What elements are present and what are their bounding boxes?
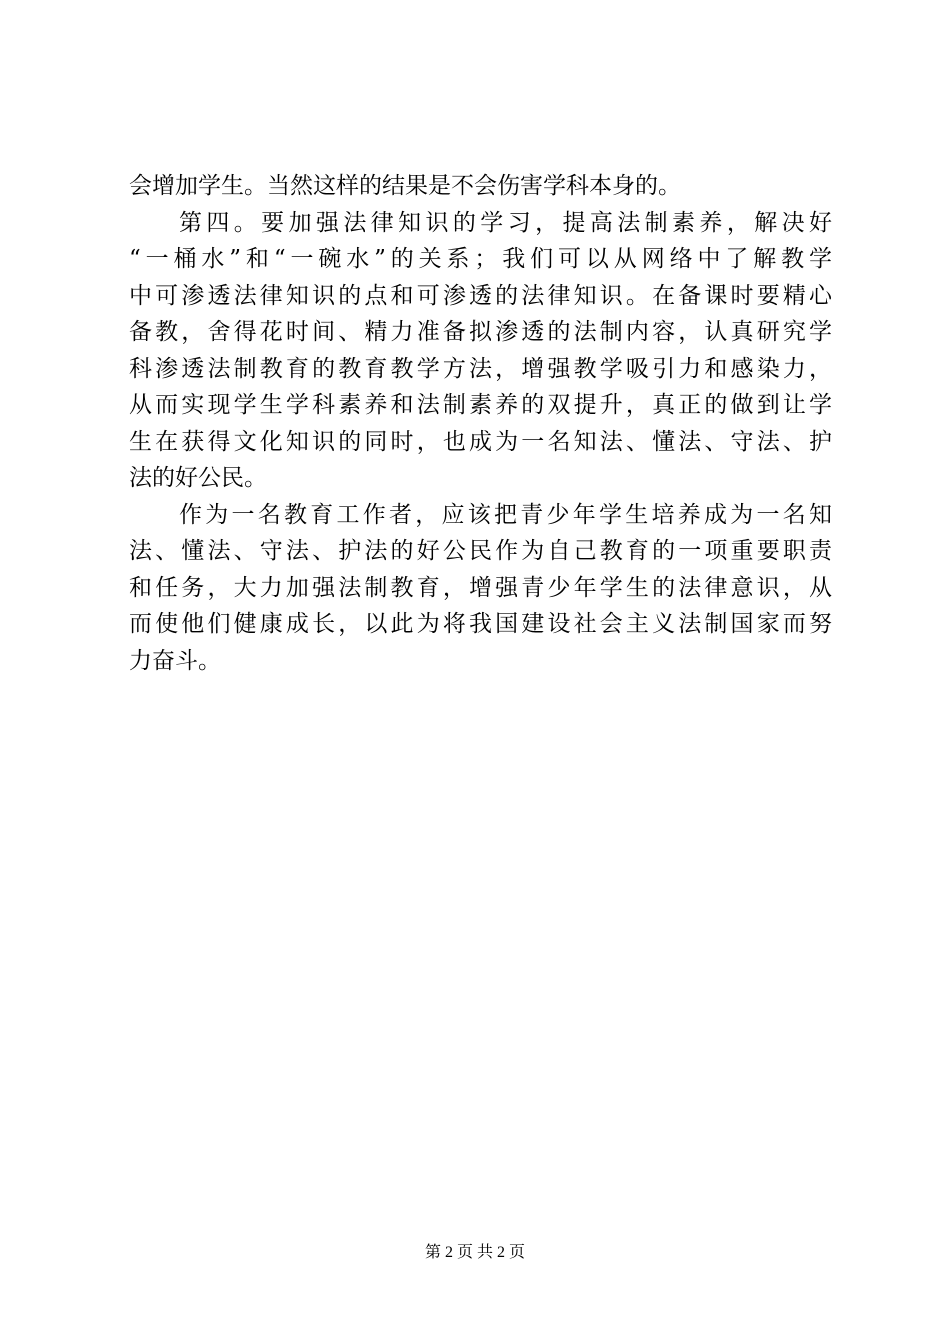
text-line: “一桶水”和“一碗水”的关系；我们可以从网络中了解教学 — [129, 246, 832, 272]
text-line: 生在获得文化知识的同时，也成为一名知法、懂法、守法、护 — [129, 428, 832, 455]
text-line: 和任务，大力加强法制教育，增强青少年学生的法律意识，从 — [129, 574, 832, 601]
document-body — [129, 168, 832, 679]
text-line: 力奋斗。 — [129, 647, 221, 674]
text-line: 备教，舍得花时间、精力准备拟渗透的法制内容，认真研究学 — [129, 319, 832, 345]
text-line: 法的好公民。 — [129, 465, 267, 491]
page-number-footer: 第 2 页 共 2 页 — [424, 1244, 525, 1261]
text-line: 第四。要加强法律知识的学习，提高法制素养，解决好 — [179, 209, 832, 236]
text-line: 从而实现学生学科素养和法制素养的双提升，真正的做到让学 — [129, 392, 832, 418]
text-line: 而使他们健康成长，以此为将我国建设社会主义法制国家而努 — [129, 611, 832, 637]
text-line: 科渗透法制教育的教育教学方法，增强教学吸引力和感染力， — [129, 355, 832, 382]
text-line: 中可渗透法律知识的点和可渗透的法律知识。在备课时要精心 — [129, 282, 832, 309]
text-line: 作为一名教育工作者，应该把青少年学生培养成为一名知 — [179, 501, 832, 528]
text-line: 法、懂法、守法、护法的好公民作为自己教育的一项重要职责 — [129, 538, 832, 564]
text-line: 会增加学生。当然这样的结果是不会伤害学科本身的。 — [129, 173, 681, 199]
